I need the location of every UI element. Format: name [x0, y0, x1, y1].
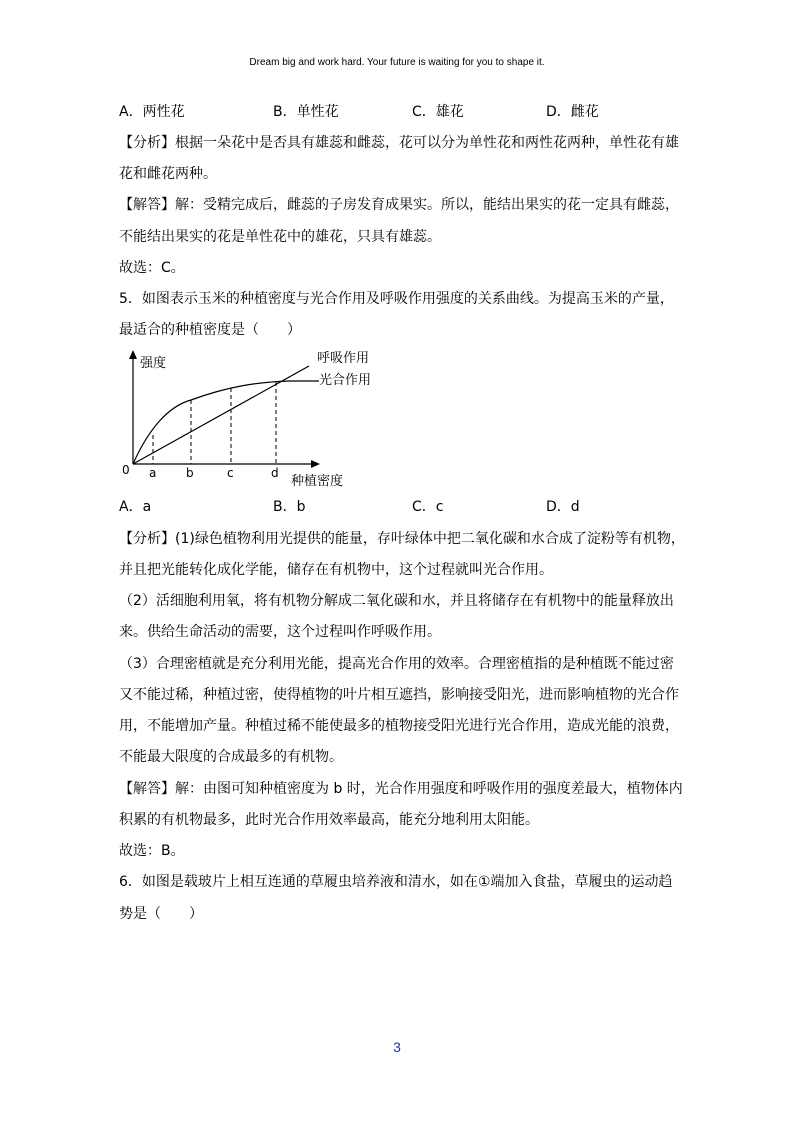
page-header-motto: Dream big and work hard. Your future is waiting for you to shape it.: [249, 57, 545, 68]
q4-analysis-line: 花和雌花两种。: [119, 166, 217, 182]
q5-option-c: C．c: [412, 499, 444, 515]
q4-answer-line: 不能结出果实的花是单性花中的雄花，只具有雄蕊。: [119, 229, 441, 245]
q5-density-intensity-figure: [119, 348, 389, 488]
page-number: 3: [393, 1039, 401, 1055]
tick-label-b: b: [186, 466, 194, 480]
photosynthesis-label: 光合作用: [319, 373, 372, 388]
tick-label-a: a: [149, 466, 157, 480]
q5-analysis-line: （3）合理密植就是充分利用光能，提高光合作用的效率。合理密植指的是种植既不能过密: [119, 656, 674, 672]
respiration-label: 呼吸作用: [317, 351, 370, 366]
q4-option-d: D．雌花: [546, 104, 599, 120]
q5-analysis-line: 来。供给生命活动的需要，这个过程叫作呼吸作用。: [119, 624, 441, 640]
tick-label-c: c: [227, 466, 234, 480]
q6-stem-line: 6．如图是载玻片上相互连通的草履虫培养液和清水，如在①端加入食盐，草履虫的运动趋: [119, 874, 673, 890]
y-axis-label: 强度: [140, 356, 167, 371]
q5-answer-line: 【解答】解：由图可知种植密度为 b 时，光合作用强度和呼吸作用的强度差最大，植物体内: [119, 781, 683, 797]
q5-analysis-line: 【分析】(1)绿色植物利用光提供的能量，存叶绿体中把二氧化碳和水合成了淀粉等有机物，: [119, 531, 685, 547]
q4-answer-line: 【解答】解：受精完成后，雌蕊的子房发育成果实。所以，能结出果实的花一定具有雌蕊，: [119, 197, 679, 213]
q5-choice: 故选：B。: [119, 843, 185, 859]
q5-analysis-line: （2）活细胞利用氧，将有机物分解成二氧化碳和水，并且将储存在有机物中的能量释放出: [119, 593, 674, 609]
q4-analysis-line: 【分析】根据一朵花中是否具有雄蕊和雌蕊，花可以分为单性花和两性花两种，单性花有雄: [119, 135, 679, 151]
y-axis-arrow-icon: [129, 350, 137, 359]
q5-stem-line: 5．如图表示玉米的种植密度与光合作用及呼吸作用强度的关系曲线。为提高玉米的产量，: [119, 291, 674, 307]
photosynthesis-curve: [133, 381, 319, 464]
x-axis-arrow-icon: [311, 460, 320, 468]
q5-option-d: D．d: [546, 499, 580, 515]
q4-option-c: C．雄花: [412, 104, 464, 120]
q5-answer-line: 积累的有机物最多，此时光合作用效率最高，能充分地利用太阳能。: [119, 812, 539, 828]
q4-choice: 故选：C。: [119, 260, 185, 276]
x-axis-label: 种植密度: [291, 474, 344, 488]
q5-analysis-line: 又不能过稀，种植过密，使得植物的叶片相互遮挡，影响接受阳光，进而影响植物的光合作: [119, 687, 679, 703]
q5-option-a: A．a: [119, 499, 152, 515]
q4-option-b: B．单性花: [273, 104, 339, 120]
q5-analysis-line: 用，不能增加产量。种植过稀不能使最多的植物接受阳光进行光合作用，造成光能的浪费，: [119, 718, 679, 734]
q5-analysis-line: 并且把光能转化成化学能，储存在有机物中，这个过程就叫光合作用。: [119, 562, 553, 578]
q5-stem-line: 最适合的种植密度是（ ）: [119, 322, 301, 338]
origin-label: 0: [122, 463, 130, 477]
tick-label-d: d: [271, 466, 279, 480]
q4-option-a: A．两性花: [119, 104, 185, 120]
q5-analysis-line: 不能最大限度的合成最多的有机物。: [119, 749, 343, 765]
q6-stem-line: 势是（ ）: [119, 906, 203, 922]
q5-option-b: B．b: [273, 499, 306, 515]
